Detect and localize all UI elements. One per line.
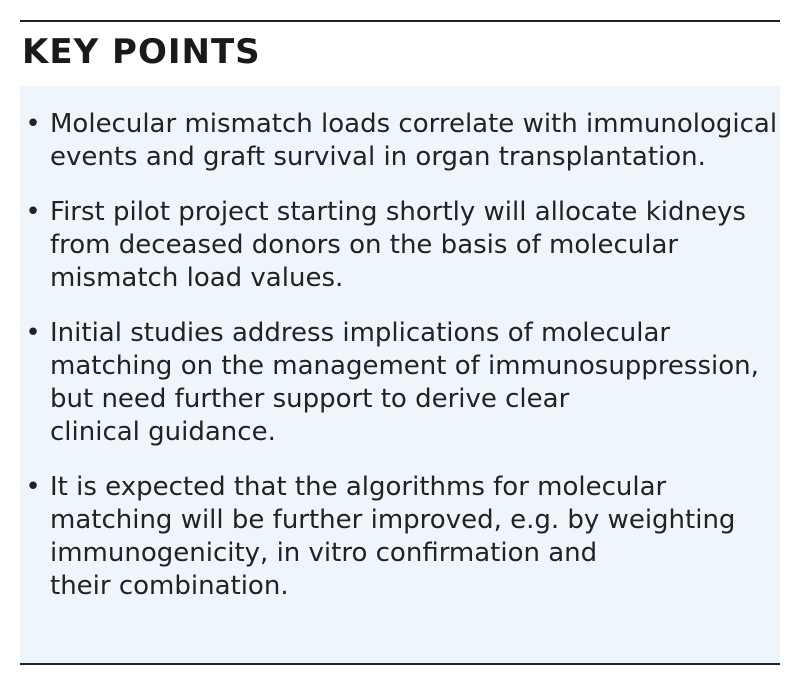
bullet-icon: • xyxy=(25,318,41,348)
key-point-line: mismatch load values. xyxy=(50,263,344,293)
key-point-line: immunogenicity, in vitro confirmation and xyxy=(50,538,598,568)
key-points-box xyxy=(20,20,780,665)
bullet-icon: • xyxy=(25,197,41,227)
key-point-line: events and graft survival in organ transplantation. xyxy=(50,142,706,172)
key-points-list xyxy=(20,86,780,603)
key-points-title: KEY POINTS xyxy=(22,32,261,72)
key-point-item xyxy=(20,108,780,174)
key-point-item xyxy=(20,196,780,295)
key-points-body xyxy=(20,86,780,663)
key-point-line: matching on the management of immunosuppression, xyxy=(50,351,759,381)
key-points-header xyxy=(20,22,780,86)
key-point-line: but need further support to derive clear xyxy=(50,384,570,414)
bullet-icon: • xyxy=(25,109,41,139)
key-point-item xyxy=(20,317,780,449)
key-point-line: Molecular mismatch loads correlate with immunological xyxy=(50,109,778,139)
key-point-line: First pilot project starting shortly will allocate kidneys xyxy=(50,197,746,227)
bullet-icon: • xyxy=(25,472,41,502)
key-point-line: from deceased donors on the basis of molecular xyxy=(50,230,679,260)
key-point-line: clinical guidance. xyxy=(50,417,276,447)
key-point-line: It is expected that the algorithms for molecular xyxy=(50,472,667,502)
key-point-line: matching will be further improved, e.g. by weighting xyxy=(50,505,736,535)
key-point-line: Initial studies address implications of molecular xyxy=(50,318,671,348)
key-point-item xyxy=(20,471,780,603)
key-point-line: their combination. xyxy=(50,571,289,601)
